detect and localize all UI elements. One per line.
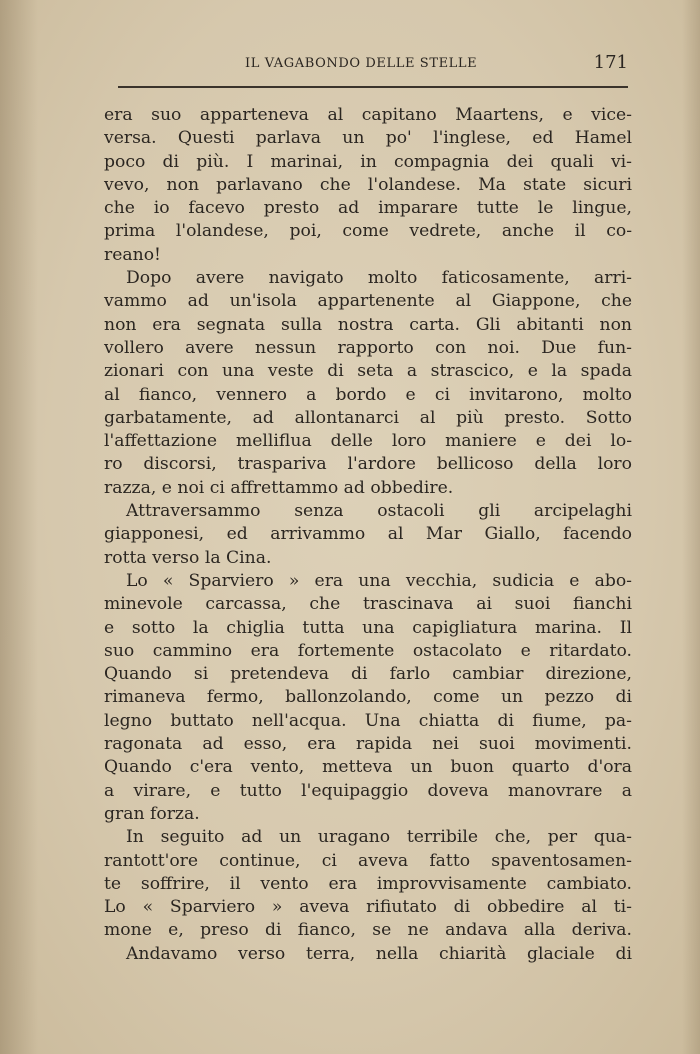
gutter-shadow (0, 0, 38, 1054)
text-line: rantott'ore continue, ci aveva fatto spaventosamen- (104, 850, 632, 871)
text-line: gran forza. (104, 803, 200, 824)
running-title: IL VAGABONDO DELLE STELLE (245, 56, 478, 71)
text-line: rimaneva fermo, ballonzolando, come un pezzo di (104, 687, 632, 708)
page-number: 171 (593, 52, 628, 73)
edge-shadow (682, 0, 700, 1054)
text-line: mone e, preso di fianco, se ne andava alla deriva. (104, 920, 632, 941)
text-line: reano! (104, 244, 161, 265)
text-line: poco di più. I marinai, in compagnia dei quali vi- (104, 151, 632, 172)
text-line: era suo apparteneva al capitano Maartens, e vice- (104, 105, 632, 125)
text-line: razza, e noi ci affrettammo ad obbedire. (104, 477, 454, 498)
text-line: suo cammino era fortemente ostacolato e ritardato. (104, 640, 632, 661)
text-line: prima l'olandese, poi, come vedrete, anche il co- (104, 221, 632, 242)
text-line: al fianco, vennero a bordo e ci invitarono, molto (104, 384, 632, 405)
text-line: Quando si pretendeva di farlo cambiar direzione, (104, 664, 632, 685)
text-line: vollero avere nessun rapporto con noi. Due fun- (104, 337, 632, 358)
text-line: In seguito ad un uragano terribile che, per qua- (126, 827, 632, 848)
text-line: minevole carcassa, che trascinava ai suoi fianchi (104, 594, 632, 615)
text-line: rotta verso la Cina. (104, 547, 272, 568)
page-header (105, 50, 630, 78)
text-line: Lo « Sparviero » aveva rifiutato di obbedire al ti- (104, 897, 632, 918)
text-line: a virare, e tutto l'equipaggio doveva manovrare a (104, 780, 632, 801)
header-rule (118, 86, 628, 88)
text-line: Attraversammo senza ostacoli gli arcipelaghi (126, 501, 632, 522)
text-line: Andavamo verso terra, nella chiarità glaciale di (126, 943, 632, 964)
text-line: e sotto la chiglia tutta una capigliatura marina. Il (104, 617, 632, 638)
text-line: Dopo avere navigato molto faticosamente, arri- (126, 268, 632, 289)
text-line: giapponesi, ed arrivammo al Mar Giallo, facendo (104, 524, 632, 545)
text-line: Lo « Sparviero » era una vecchia, sudicia e abo- (126, 570, 632, 591)
text-line: vevo, non parlavano che l'olandese. Ma state sicuri (104, 174, 632, 195)
text-line: ro discorsi, traspariva l'ardore bellicoso della loro (104, 454, 632, 475)
text-line: vammo ad un'isola appartenente al Giappone, che (104, 291, 632, 312)
text-line: non era segnata sulla nostra carta. Gli abitanti non (104, 314, 632, 335)
text-line: versa. Questi parlava un po' l'inglese, ed Hamel (104, 128, 632, 149)
body-text (104, 104, 632, 966)
text-line: Quando c'era vento, metteva un buon quarto d'ora (104, 757, 632, 778)
text-line: l'affettazione melliflua delle loro maniere e dei lo- (104, 431, 632, 452)
text-line: che io facevo presto ad imparare tutte le lingue, (104, 198, 632, 219)
text-line: garbatamente, ad allontanarci al più presto. Sotto (104, 407, 632, 428)
text-line: zionari con una veste di seta a strascico, e la spada (104, 361, 632, 382)
text-line: legno buttato nell'acqua. Una chiatta di fiume, pa- (104, 710, 632, 731)
text-line: ragonata ad esso, era rapida nei suoi movimenti. (104, 734, 632, 755)
text-line: te soffrire, il vento era improvvisamente cambiato. (104, 873, 632, 894)
